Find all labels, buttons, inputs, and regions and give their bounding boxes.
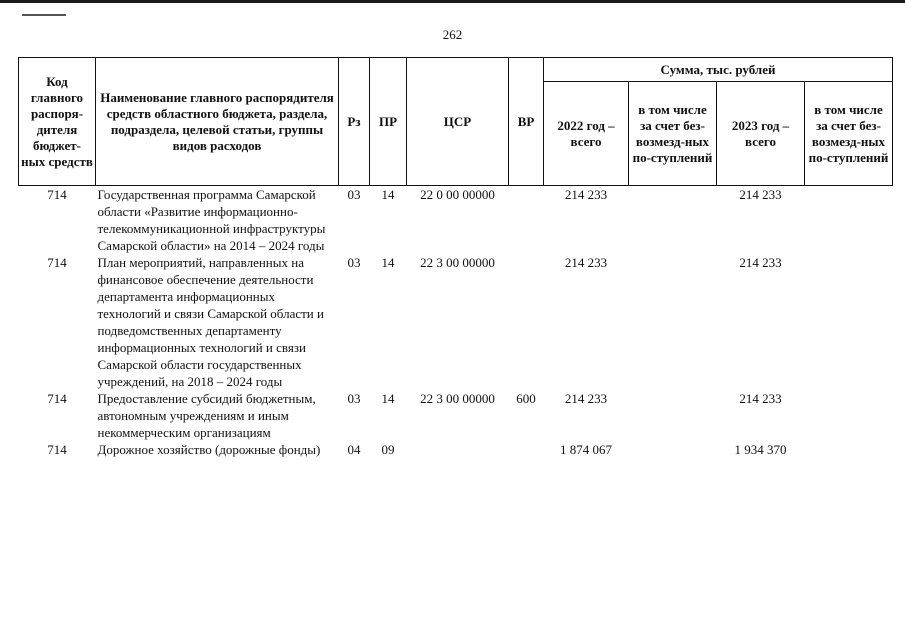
cell-2022-gratuitous [629,254,717,390]
cell-2023-gratuitous [805,441,893,458]
table-row [19,254,893,390]
header-2023-total: 2023 год – всего [717,82,805,186]
header-sum: Сумма, тыс. рублей [544,58,893,82]
budget-table [18,57,893,458]
cell-2023-gratuitous [805,254,893,390]
cell-csr: 22 0 00 00000 [420,187,495,202]
table-row [19,186,893,255]
cell-2023-total: 1 934 370 [734,442,787,457]
cell-rz: 03 [347,255,361,270]
cell-code: 714 [47,391,67,406]
header-name: Наименование главного распорядителя средств областного бюджета, раздела, подраздела, целевой статьи, группы видов расходов [96,58,339,186]
cell-code: 714 [47,255,67,270]
cell-2022-gratuitous [629,441,717,458]
cell-2022-gratuitous [629,186,717,255]
cell-name: План мероприятий, направленных на финансовое обеспечение деятельности департамента информационных технологий и связи Самарской области и подведомственных департаменту информационных технологий и связи Самарской области государственных учреждений, на 2018 – 2024 годы [97,255,324,389]
cell-code: 714 [47,187,67,202]
cell-pr: 14 [381,255,395,270]
cell-name: Предоставление субсидий бюджетным, автономным учреждениям и иным некоммерческим организациям [97,391,316,440]
cell-vr: 600 [516,391,536,406]
cell-2022-total: 1 874 067 [560,442,612,457]
cell-2023-total: 214 233 [739,187,782,202]
header-2023-gratuitous: в том числе за счет без-возмезд-ных по-ступлений [805,82,893,186]
header-vr: ВР [509,58,544,186]
cell-2023-gratuitous [805,390,893,441]
header-pr: ПР [370,58,407,186]
header-2022-total: 2022 год – всего [544,82,629,186]
cell-rz: 03 [347,391,361,406]
cell-2022-total: 214 233 [564,255,608,270]
cell-vr [509,186,544,255]
cell-code: 714 [47,442,67,457]
cell-pr: 09 [381,442,395,457]
cell-2022-total: 214 233 [564,187,608,202]
header-code: Код главного распоря-дителя бюджет-ных средств [19,58,96,186]
cell-csr: 22 3 00 00000 [420,391,495,406]
cell-name: Государственная программа Самарской области «Развитие информационно-телекоммуникационной инфраструктуры Самарской области» на 2014 – 2024 годы [97,187,326,253]
scan-mark [22,14,66,16]
table-row [19,441,893,458]
cell-rz: 04 [347,442,361,457]
page-number: 262 [442,27,463,42]
header-rz: Рз [339,58,370,186]
cell-2022-gratuitous [629,390,717,441]
cell-rz: 03 [347,187,361,202]
cell-name: Дорожное хозяйство (дорожные фонды) [97,442,321,457]
scan-edge [0,0,905,3]
cell-2022-total: 214 233 [564,391,608,406]
header-csr: ЦСР [407,58,509,186]
cell-pr: 14 [381,391,395,406]
cell-pr: 14 [381,187,395,202]
cell-vr [509,441,544,458]
header-2022-gratuitous: в том числе за счет без-возмезд-ных по-ступлений [629,82,717,186]
cell-2023-gratuitous [805,186,893,255]
cell-csr: 22 3 00 00000 [420,255,495,270]
cell-vr [509,254,544,390]
cell-csr [407,441,509,458]
table-row [19,390,893,441]
cell-2023-total: 214 233 [739,255,782,270]
cell-2023-total: 214 233 [739,391,782,406]
